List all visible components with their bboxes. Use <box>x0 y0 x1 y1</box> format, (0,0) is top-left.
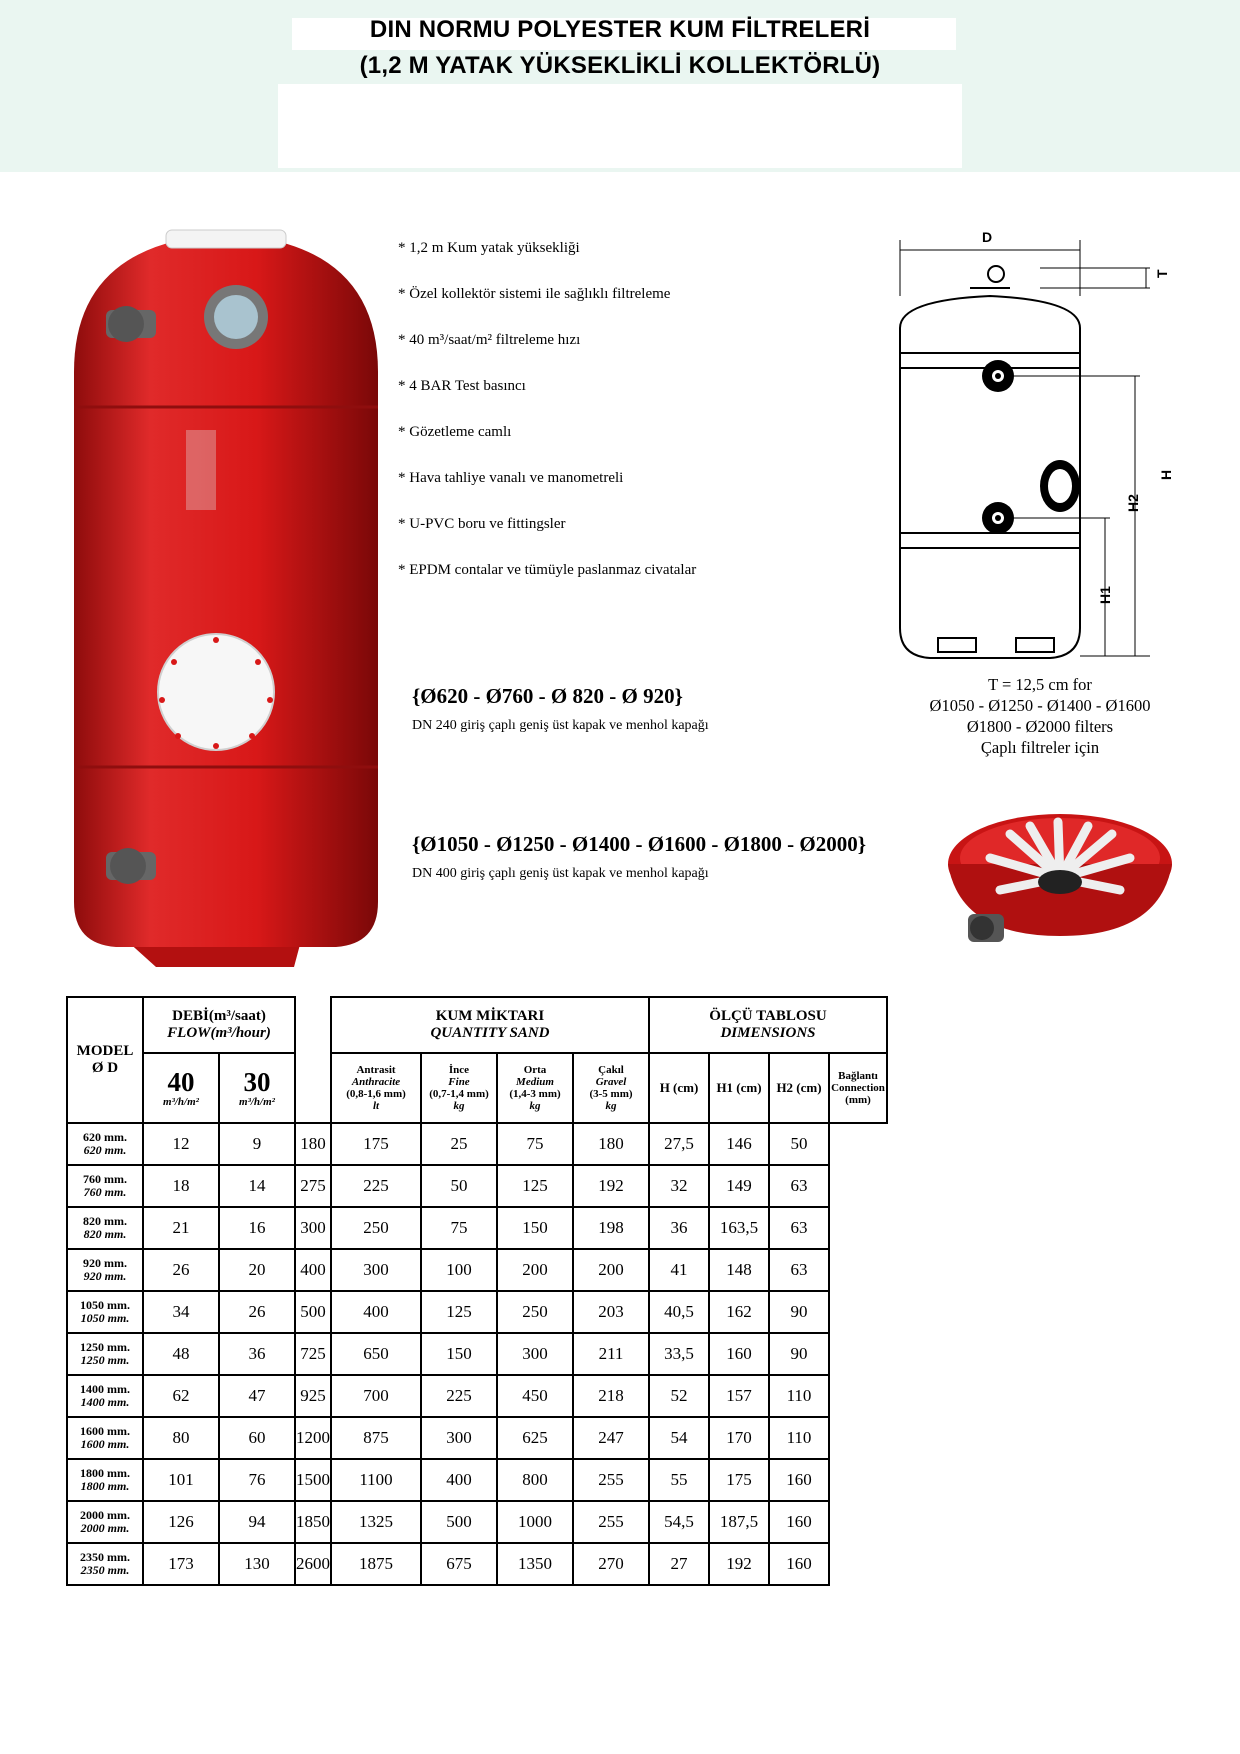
cell-f30: 36 <box>219 1333 295 1375</box>
feature-item: * 40 m³/saat/m² filtreleme hızı <box>398 332 581 348</box>
model-cell: 1600 mm. 1600 mm. <box>67 1417 143 1459</box>
table-row <box>67 1501 887 1543</box>
cell-conn: 63 <box>769 1207 829 1249</box>
cell-grav: 1350 <box>497 1543 573 1585</box>
cell-h1: 55 <box>649 1459 709 1501</box>
model-cell: 620 mm. 620 mm. <box>67 1123 143 1165</box>
cell-ant: 400 <box>295 1249 331 1291</box>
cell-grav: 125 <box>497 1165 573 1207</box>
model-cell: 820 mm. 820 mm. <box>67 1207 143 1249</box>
table-row <box>67 1249 887 1291</box>
cell-h1: 32 <box>649 1165 709 1207</box>
cell-h1: 33,5 <box>649 1333 709 1375</box>
table-row <box>67 1291 887 1333</box>
feature-item: * 4 BAR Test basıncı <box>398 378 526 394</box>
table-row <box>67 1459 887 1501</box>
cell-conn: 63 <box>769 1165 829 1207</box>
cell-f30: 130 <box>219 1543 295 1585</box>
cell-f30: 94 <box>219 1501 295 1543</box>
cell-fine: 300 <box>331 1249 421 1291</box>
large-model-desc: DN 400 giriş çaplı geniş üst kapak ve menhol kapağı <box>412 866 709 881</box>
cell-f40: 18 <box>143 1165 219 1207</box>
diagram-label-h2: H2 <box>1125 494 1141 512</box>
cell-fine: 1875 <box>331 1543 421 1585</box>
dim-col-header: H2 (cm) <box>769 1053 829 1123</box>
flow-30-header: 30 m³/h/m² <box>219 1053 295 1123</box>
cell-h: 270 <box>573 1543 649 1585</box>
cell-med: 75 <box>421 1207 497 1249</box>
cell-fine: 225 <box>331 1165 421 1207</box>
cell-h2: 175 <box>709 1459 769 1501</box>
cell-h1: 27 <box>649 1543 709 1585</box>
diagram-note <box>890 674 1190 758</box>
model-cell: 760 mm. 760 mm. <box>67 1165 143 1207</box>
cell-conn: 110 <box>769 1417 829 1459</box>
cell-grav: 300 <box>497 1333 573 1375</box>
cell-f30: 60 <box>219 1417 295 1459</box>
note-line: Ø1050 - Ø1250 - Ø1400 - Ø1600 <box>929 696 1151 715</box>
cell-med: 400 <box>421 1459 497 1501</box>
cell-med: 150 <box>421 1333 497 1375</box>
cell-f40: 48 <box>143 1333 219 1375</box>
cell-conn: 50 <box>769 1123 829 1165</box>
cell-fine: 250 <box>331 1207 421 1249</box>
cell-med: 100 <box>421 1249 497 1291</box>
cell-h: 180 <box>573 1123 649 1165</box>
cell-h1: 27,5 <box>649 1123 709 1165</box>
sand-col-header: Çakıl Gravel (3-5 mm) kg <box>573 1053 649 1123</box>
feature-item: * EPDM contalar ve tümüyle paslanmaz civatalar <box>398 562 697 578</box>
cell-med: 300 <box>421 1417 497 1459</box>
filter-tank-photo <box>66 222 386 972</box>
cell-med: 125 <box>421 1291 497 1333</box>
dimension-header: ÖLÇÜ TABLOSU DIMENSIONS <box>649 997 887 1053</box>
title-box-blank <box>278 84 962 168</box>
cell-grav: 1000 <box>497 1501 573 1543</box>
model-cell: 1250 mm. 1250 mm. <box>67 1333 143 1375</box>
cell-f40: 21 <box>143 1207 219 1249</box>
cell-h2: 149 <box>709 1165 769 1207</box>
model-cell: 920 mm. 920 mm. <box>67 1249 143 1291</box>
cell-h1: 54 <box>649 1417 709 1459</box>
cell-f30: 9 <box>219 1123 295 1165</box>
large-model-sizes: {Ø1050 - Ø1250 - Ø1400 - Ø1600 - Ø1800 - Ø2000} <box>412 832 867 856</box>
cell-fine: 175 <box>331 1123 421 1165</box>
table-row <box>67 1333 887 1375</box>
cell-h1: 52 <box>649 1375 709 1417</box>
cell-ant: 1500 <box>295 1459 331 1501</box>
model-cell: 1400 mm. 1400 mm. <box>67 1375 143 1417</box>
diagram-label-t: T <box>1154 269 1170 278</box>
cell-f40: 126 <box>143 1501 219 1543</box>
note-line: Ø1800 - Ø2000 filters <box>966 717 1114 736</box>
cell-f30: 16 <box>219 1207 295 1249</box>
sand-header: KUM MİKTARI QUANTITY SAND <box>331 997 649 1053</box>
model-cell: 1800 mm. 1800 mm. <box>67 1459 143 1501</box>
model-cell: 1050 mm. 1050 mm. <box>67 1291 143 1333</box>
cell-conn: 63 <box>769 1249 829 1291</box>
cell-fine: 400 <box>331 1291 421 1333</box>
note-line: Çaplı filtreler için <box>980 738 1100 757</box>
cell-h2: 160 <box>709 1333 769 1375</box>
cell-med: 500 <box>421 1501 497 1543</box>
cell-ant: 2600 <box>295 1543 331 1585</box>
cell-f30: 14 <box>219 1165 295 1207</box>
cell-fine: 650 <box>331 1333 421 1375</box>
dim-col-header: H1 (cm) <box>709 1053 769 1123</box>
small-model-sizes: {Ø620 - Ø760 - Ø 820 - Ø 920} <box>412 684 683 708</box>
cell-h2: 163,5 <box>709 1207 769 1249</box>
table-row <box>67 1543 887 1585</box>
cell-conn: 90 <box>769 1291 829 1333</box>
cell-h: 255 <box>573 1459 649 1501</box>
table-row <box>67 1375 887 1417</box>
cell-grav: 75 <box>497 1123 573 1165</box>
sand-col-header: Antrasit Anthracite (0,8-1,6 mm) lt <box>331 1053 421 1123</box>
feature-item: * Hava tahliye vanalı ve manometreli <box>398 470 624 486</box>
sand-col-header: Orta Medium (1,4-3 mm) kg <box>497 1053 573 1123</box>
flow-40-header: 40 m³/h/m² <box>143 1053 219 1123</box>
cell-h: 198 <box>573 1207 649 1249</box>
diagram-label-d: D <box>982 229 993 245</box>
flow-header: DEBİ(m³/saat) FLOW(m³/hour) <box>143 997 295 1053</box>
cell-h: 255 <box>573 1501 649 1543</box>
cell-grav: 150 <box>497 1207 573 1249</box>
cell-h: 203 <box>573 1291 649 1333</box>
collector-photo <box>940 786 1180 966</box>
dim-col-header: H (cm) <box>649 1053 709 1123</box>
cell-f40: 34 <box>143 1291 219 1333</box>
diagram-label-h: H <box>1158 469 1174 480</box>
page-subtitle: (1,2 M YATAK YÜKSEKLİKLİ KOLLEKTÖRLÜ) <box>359 52 881 79</box>
feature-item: * 1,2 m Kum yatak yüksekliği <box>398 240 580 256</box>
cell-fine: 1325 <box>331 1501 421 1543</box>
cell-h2: 157 <box>709 1375 769 1417</box>
table-row <box>67 1417 887 1459</box>
cell-f40: 173 <box>143 1543 219 1585</box>
cell-f30: 76 <box>219 1459 295 1501</box>
cell-ant: 300 <box>295 1207 331 1249</box>
spec-table <box>66 996 888 1586</box>
cell-ant: 500 <box>295 1291 331 1333</box>
conn-col-header: Bağlantı Connection (mm) <box>829 1053 887 1123</box>
cell-h2: 162 <box>709 1291 769 1333</box>
cell-med: 25 <box>421 1123 497 1165</box>
cell-h: 218 <box>573 1375 649 1417</box>
cell-ant: 275 <box>295 1165 331 1207</box>
cell-grav: 450 <box>497 1375 573 1417</box>
cell-fine: 875 <box>331 1417 421 1459</box>
cell-med: 225 <box>421 1375 497 1417</box>
cell-h: 211 <box>573 1333 649 1375</box>
cell-ant: 1850 <box>295 1501 331 1543</box>
cell-f30: 47 <box>219 1375 295 1417</box>
model-cell: 2350 mm. 2350 mm. <box>67 1543 143 1585</box>
cell-grav: 800 <box>497 1459 573 1501</box>
dimension-diagram <box>880 228 1210 668</box>
sand-col-header: İnce Fine (0,7-1,4 mm) kg <box>421 1053 497 1123</box>
small-model-desc: DN 240 giriş çaplı geniş üst kapak ve menhol kapağı <box>412 718 709 733</box>
page-title: DIN NORMU POLYESTER KUM FİLTRELERİ <box>369 16 871 43</box>
cell-med: 50 <box>421 1165 497 1207</box>
cell-conn: 160 <box>769 1543 829 1585</box>
cell-h: 247 <box>573 1417 649 1459</box>
cell-h1: 54,5 <box>649 1501 709 1543</box>
cell-conn: 160 <box>769 1459 829 1501</box>
cell-f40: 62 <box>143 1375 219 1417</box>
cell-ant: 180 <box>295 1123 331 1165</box>
cell-conn: 110 <box>769 1375 829 1417</box>
cell-ant: 725 <box>295 1333 331 1375</box>
cell-f40: 80 <box>143 1417 219 1459</box>
cell-h1: 40,5 <box>649 1291 709 1333</box>
cell-grav: 250 <box>497 1291 573 1333</box>
cell-f40: 12 <box>143 1123 219 1165</box>
cell-h1: 41 <box>649 1249 709 1291</box>
cell-fine: 700 <box>331 1375 421 1417</box>
cell-f30: 26 <box>219 1291 295 1333</box>
note-line: T = 12,5 cm for <box>988 675 1092 694</box>
table-row <box>67 1123 887 1165</box>
cell-h2: 187,5 <box>709 1501 769 1543</box>
cell-grav: 625 <box>497 1417 573 1459</box>
feature-item: * U-PVC boru ve fittingsler <box>398 516 566 532</box>
diagram-label-h1: H1 <box>1097 586 1113 604</box>
cell-ant: 1200 <box>295 1417 331 1459</box>
model-header: MODEL Ø D <box>67 997 143 1123</box>
cell-h: 200 <box>573 1249 649 1291</box>
cell-h2: 170 <box>709 1417 769 1459</box>
cell-h2: 192 <box>709 1543 769 1585</box>
cell-ant: 925 <box>295 1375 331 1417</box>
cell-f40: 101 <box>143 1459 219 1501</box>
model-cell: 2000 mm. 2000 mm. <box>67 1501 143 1543</box>
cell-conn: 90 <box>769 1333 829 1375</box>
cell-conn: 160 <box>769 1501 829 1543</box>
cell-h2: 148 <box>709 1249 769 1291</box>
cell-h1: 36 <box>649 1207 709 1249</box>
cell-f40: 26 <box>143 1249 219 1291</box>
cell-f30: 20 <box>219 1249 295 1291</box>
cell-grav: 200 <box>497 1249 573 1291</box>
cell-fine: 1100 <box>331 1459 421 1501</box>
cell-h: 192 <box>573 1165 649 1207</box>
table-row <box>67 1165 887 1207</box>
table-row <box>67 1207 887 1249</box>
cell-h2: 146 <box>709 1123 769 1165</box>
feature-item: * Gözetleme camlı <box>398 424 512 440</box>
feature-list <box>398 240 696 608</box>
cell-med: 675 <box>421 1543 497 1585</box>
feature-item: * Özel kollektör sistemi ile sağlıklı filtreleme <box>398 286 671 302</box>
